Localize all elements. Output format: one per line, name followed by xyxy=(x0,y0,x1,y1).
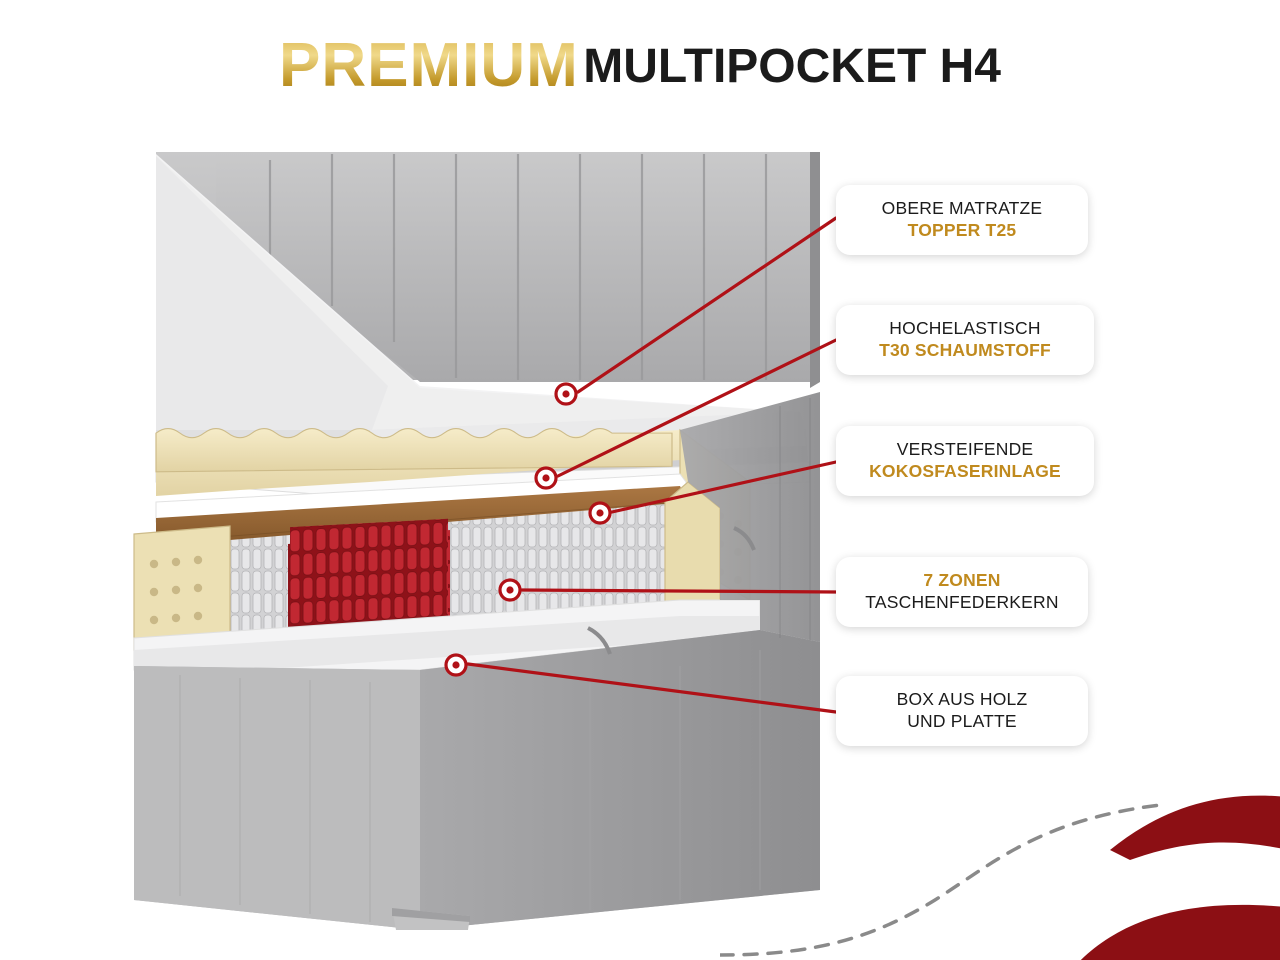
callout-7-zonen-taschenfederkern xyxy=(836,557,1088,627)
callout-line-2: TOPPER T25 xyxy=(907,219,1017,240)
callout-line-2: T30 SCHAUMSTOFF xyxy=(879,339,1051,360)
title-rest: MULTIPOCKET H4 xyxy=(583,40,1001,93)
callout-line-2: KOKOSFASERINLAGE xyxy=(869,460,1061,481)
boxspring-bed-illustration xyxy=(120,130,860,930)
callout-box-aus-holz-und-platte xyxy=(836,676,1088,746)
callout-line-2: TASCHENFEDERKERN xyxy=(865,591,1059,612)
callout-hochelastisch-schaumstoff xyxy=(836,305,1094,375)
callout-versteifende-kokosfaserinlage xyxy=(836,426,1094,496)
title-highlight: PREMIUM xyxy=(278,31,579,100)
callout-line-1: OBERE MATRATZE xyxy=(881,198,1043,218)
callout-obere-matratze-topper xyxy=(836,185,1088,255)
callout-line-1: BOX AUS HOLZ xyxy=(896,689,1028,709)
callout-line-1: HOCHELASTISCH xyxy=(889,318,1041,338)
callout-line-1: 7 ZONEN xyxy=(923,570,1001,590)
callout-line-2: UND PLATTE xyxy=(907,710,1017,731)
callout-line-1: VERSTEIFENDE xyxy=(896,439,1034,459)
page-title xyxy=(0,30,1280,101)
